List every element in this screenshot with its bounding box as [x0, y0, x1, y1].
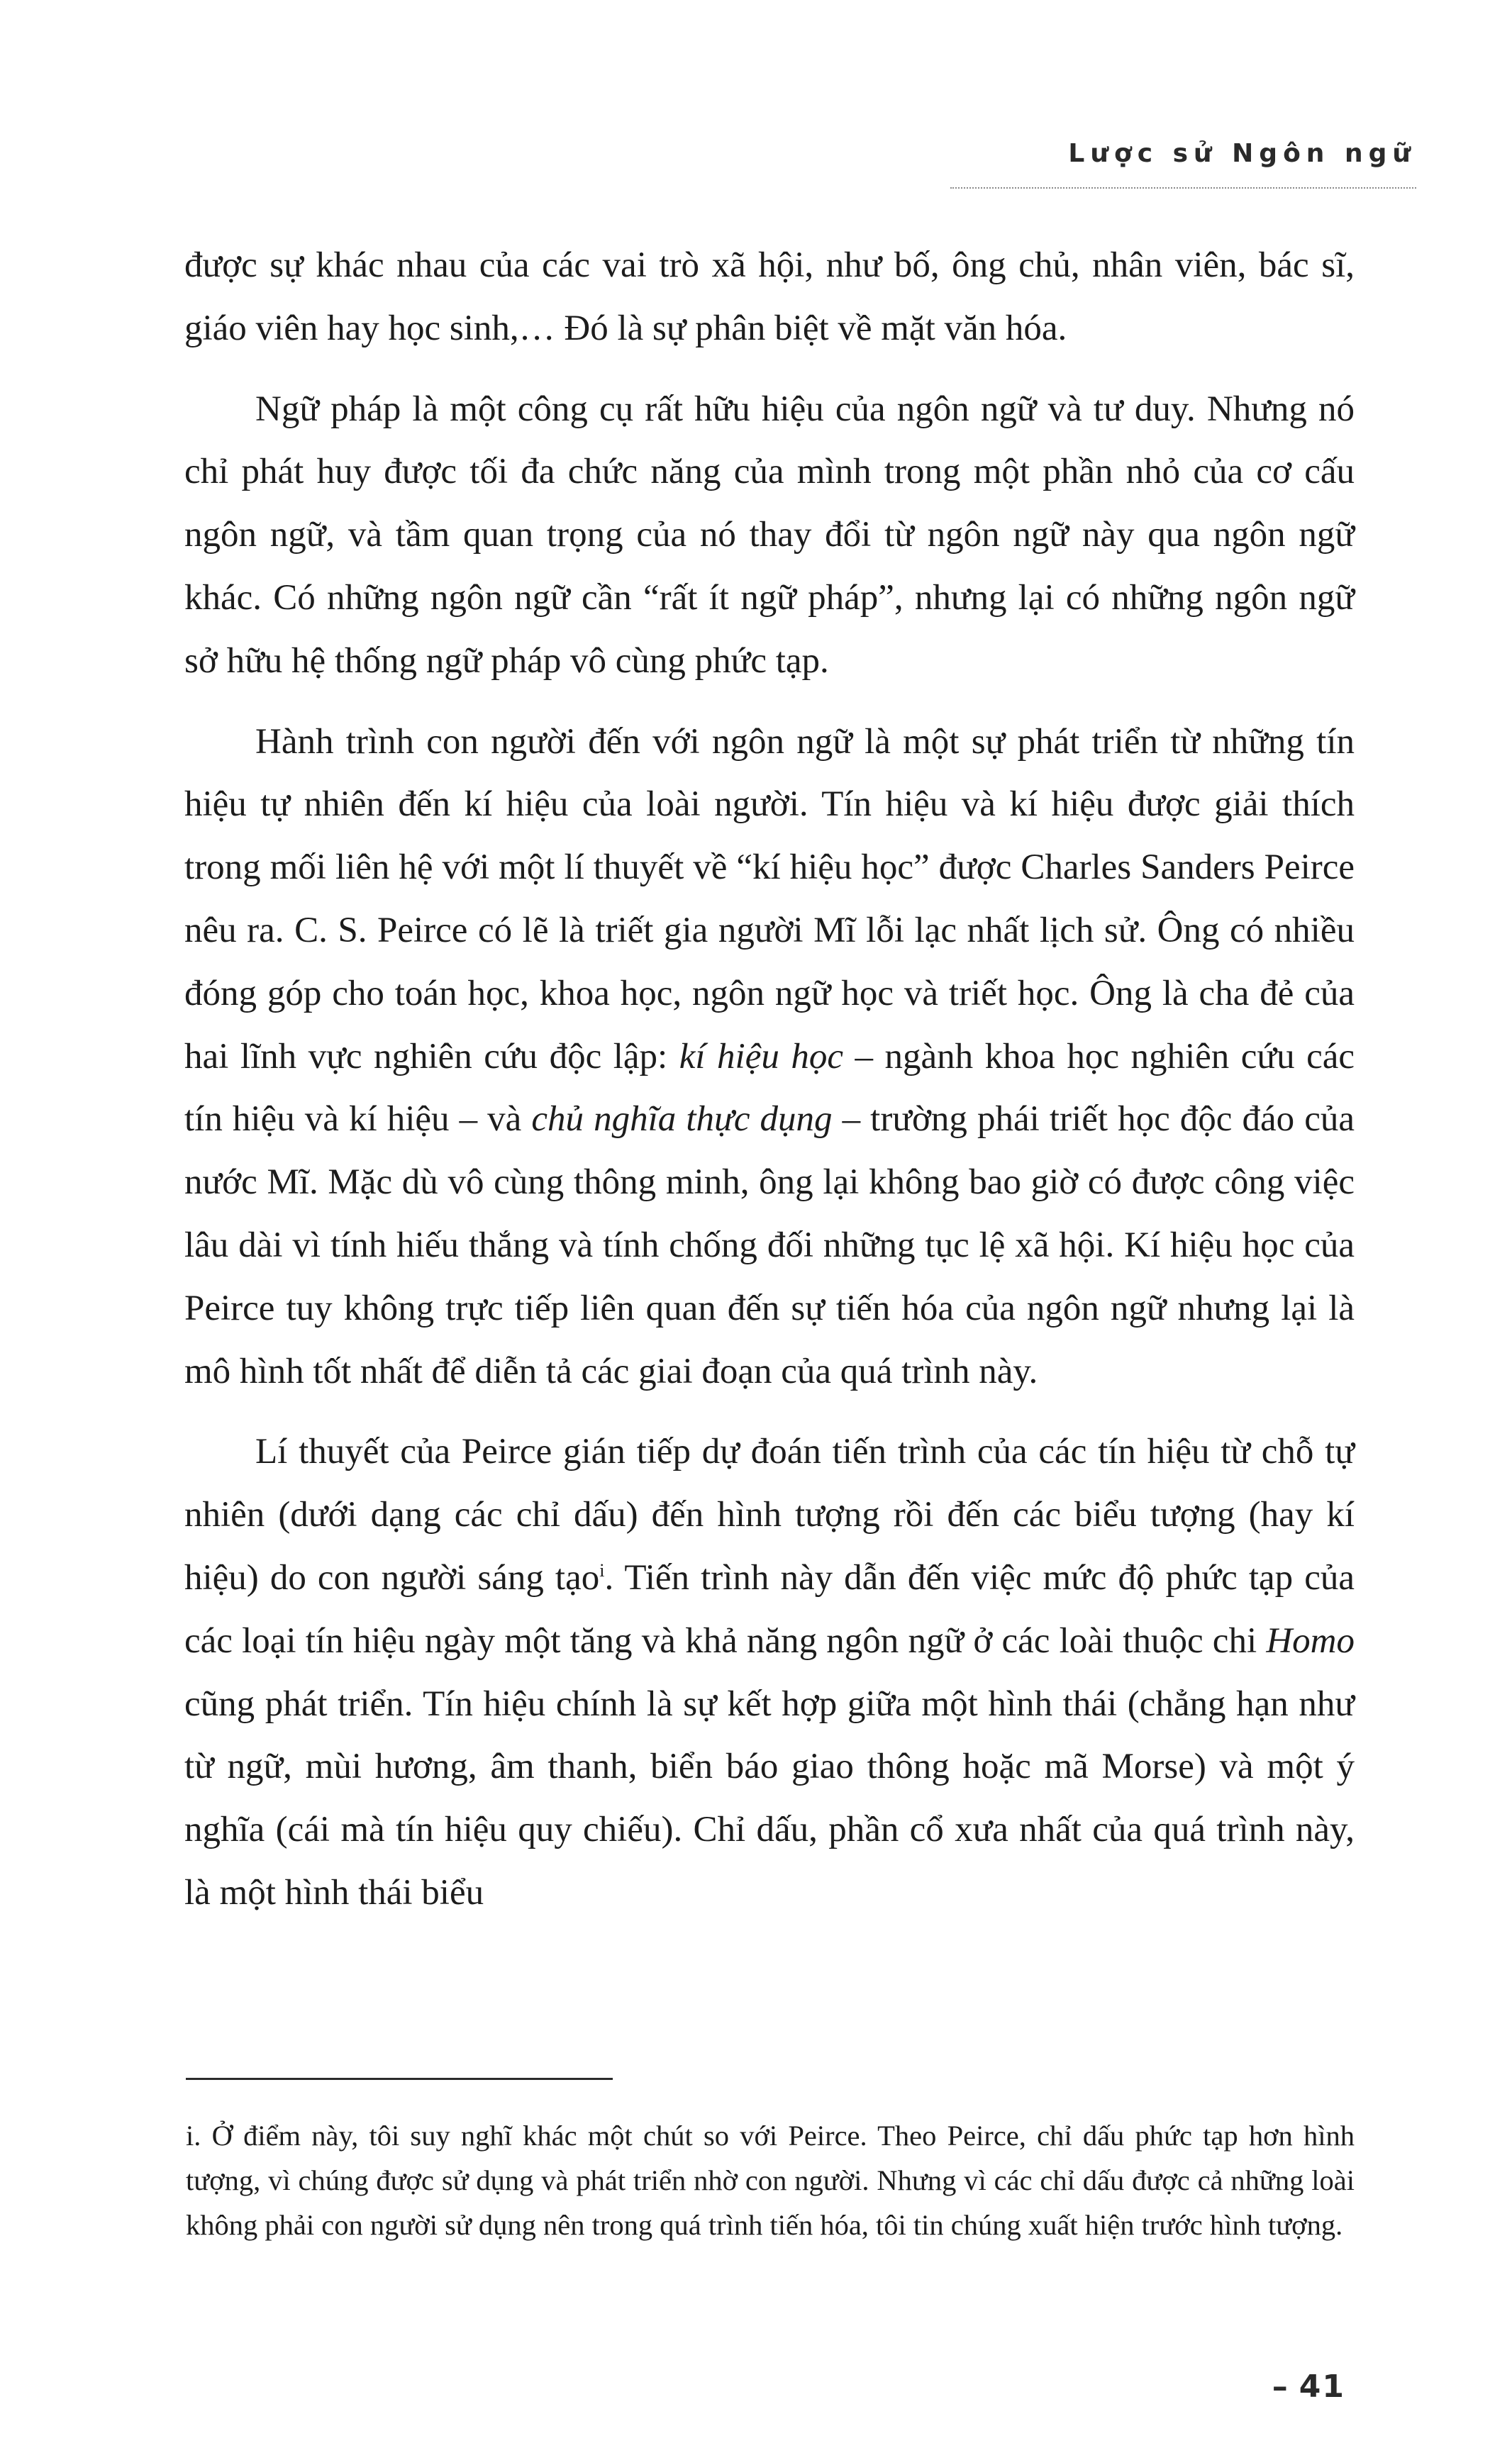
term-homo: Homo [1266, 1620, 1355, 1661]
page-number [1272, 2369, 1345, 2405]
body-text [184, 234, 1355, 1942]
running-head-title: Lược sử Ngôn ngữ [1068, 139, 1416, 168]
paragraph-3 [184, 711, 1355, 1403]
term-chu-nghia-thuc-dung: chủ nghĩa thực dụng [531, 1099, 833, 1140]
footnote-reference[interactable]: i [599, 1559, 605, 1581]
footnote: i. Ở điểm này, tôi suy nghĩ khác một chút so với Peirce. Theo Peirce, chỉ dấu phức tạp hơn hình tượng, vì chúng được sử dụng và phát triển nhờ con người. Nhưng vì các chỉ dấu được cả những loài không phải con người sử dụng nên trong quá trình tiến hóa, tôi tin chúng xuất hiện trước hình tượng. [186, 2120, 1355, 2241]
paragraph-3-text-a: Hành trình con người đến với ngôn ngữ là một sự phát triển từ những tín hiệu tự nhiên đến kí hiệu của loài người. Tín hiệu và kí hiệu được giải thích trong mối liên hệ với một lí thuyết về “kí hiệu học” được Charles Sanders Peirce nêu ra. C. S. Peirce có lẽ là triết gia người Mĩ lỗi lạc nhất lịch sử. Ông có nhiều đóng góp cho toán học, khoa học, ngôn ngữ học và triết học. Ông là cha đẻ của hai lĩnh vực nghiên cứu độc lập: [184, 721, 1355, 1076]
paragraph-4-text-a: Lí thuyết của Peirce gián tiếp dự đoán tiến trình của các tín hiệu từ chỗ tự nhiên (dưới dạng các chỉ dấu) đến hình tượng rồi đến các biểu tượng (hay kí hiệu) do con người sáng tạo [184, 1432, 1355, 1598]
folio-number: 41 [1299, 2369, 1345, 2405]
paragraph-4 [184, 1420, 1355, 1924]
paragraph-3-text-b: – ngành khoa học nghiên cứu các tín hiệu và kí hiệu – và [184, 1036, 1355, 1140]
term-ki-hieu-hoc: kí hiệu học [679, 1036, 843, 1076]
paragraph-4-text-c: cũng phát triển. Tín hiệu chính là sự kết hợp giữa một hình thái (chẳng hạn như từ ngữ, mùi hương, âm thanh, biển báo giao thông hoặc mã Morse) và một ý nghĩa (cái mà tín hiệu quy chiếu). Chỉ dấu, phần cổ xưa nhất của quá trình này, là một hình thái biểu [184, 1684, 1355, 1913]
paragraph-4-text-b: . Tiến trình này dẫn đến việc mức độ phức tạp của các loại tín hiệu ngày một tăng và khả năng ngôn ngữ ở các loài thuộc chi [184, 1557, 1355, 1661]
header-rule [950, 187, 1416, 189]
folio-dash: – [1272, 2369, 1289, 2405]
footnote-rule [186, 2078, 613, 2080]
paragraph-2: Ngữ pháp là một công cụ rất hữu hiệu của ngôn ngữ và tư duy. Nhưng nó chỉ phát huy được tối đa chức năng của mình trong một phần nhỏ của cơ cấu ngôn ngữ, và tầm quan trọng của nó thay đổi từ ngôn ngữ này qua ngôn ngữ khác. Có những ngôn ngữ cần “rất ít ngữ pháp”, nhưng lại có những ngôn ngữ sở hữu hệ thống ngữ pháp vô cùng phức tạp. [184, 389, 1355, 681]
paragraph-1: được sự khác nhau của các vai trò xã hội, như bố, ông chủ, nhân viên, bác sĩ, giáo viên hay học sinh,… Đó là sự phân biệt về mặt văn hóa. [184, 245, 1355, 348]
paragraph-3-text-c: – trường phái triết học độc đáo của nước Mĩ. Mặc dù vô cùng thông minh, ông lại không bao giờ có được công việc lâu dài vì tính hiếu thắng và tính chống đối những tục lệ xã hội. Kí hiệu học của Peirce tuy không trực tiếp liên quan đến sự tiến hóa của ngôn ngữ nhưng lại là mô hình tốt nhất để diễn tả các giai đoạn của quá trình này. [184, 1099, 1355, 1391]
